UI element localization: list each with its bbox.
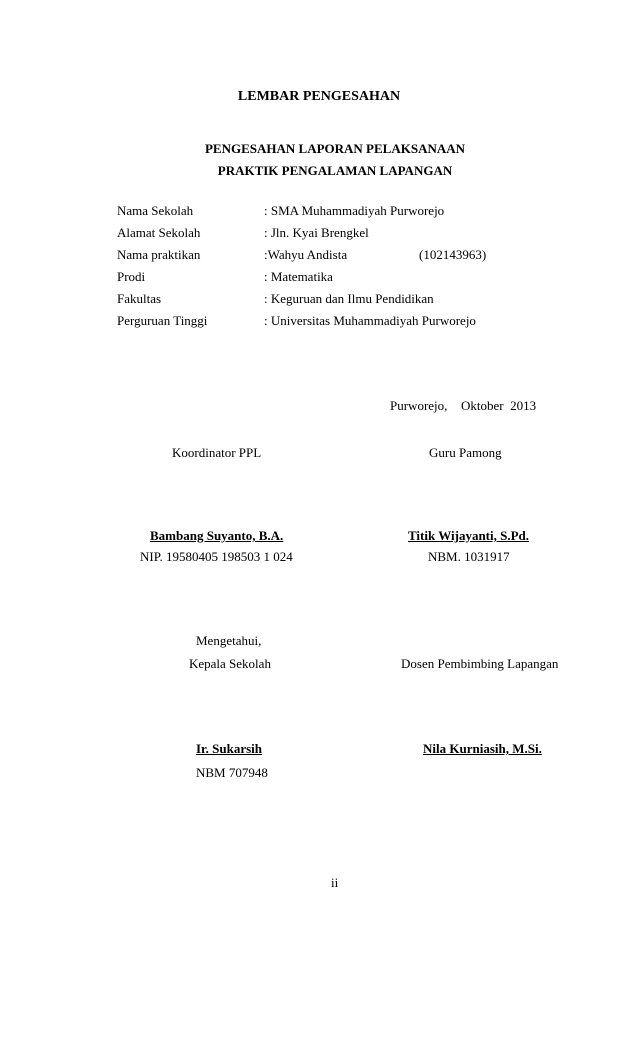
name-dosen-pembimbing: Nila Kurniasih, M.Si. [423, 741, 542, 756]
role-dosen-pembimbing: Dosen Pembimbing Lapangan [401, 656, 559, 671]
id-guru-pamong: NBM. 1031917 [428, 549, 510, 564]
mengetahui-label: Mengetahui, [196, 633, 262, 648]
info-label: Perguruan Tinggi [117, 313, 208, 328]
info-label: Nama Sekolah [117, 203, 194, 218]
info-value: : SMA Muhammadiyah Purworejo [264, 203, 445, 218]
info-row-fakultas [117, 291, 537, 311]
subtitle-line-1: PENGESAHAN LAPORAN PELAKSANAAN [204, 141, 466, 156]
info-value: :Wahyu Andista [264, 247, 348, 262]
name-guru-pamong: Titik Wijayanti, S.Pd. [408, 528, 530, 543]
info-value: : Universitas Muhammadiyah Purworejo [264, 313, 476, 328]
info-label: Alamat Sekolah [117, 225, 201, 240]
page-title: LEMBAR PENGESAHAN [237, 89, 401, 104]
info-row-prodi [117, 269, 537, 289]
role-koordinator: Koordinator PPL [172, 445, 262, 460]
info-value: : Matematika [264, 269, 333, 284]
info-row-nama-sekolah [117, 203, 537, 223]
info-row-perguruan-tinggi [117, 313, 537, 333]
name-kepala-sekolah: Ir. Sukarsih [196, 741, 262, 756]
role-kepala-sekolah: Kepala Sekolah [189, 656, 271, 671]
info-value: : Keguruan dan Ilmu Pendidikan [264, 291, 434, 306]
date-place: Purworejo, [390, 398, 448, 413]
name-koordinator: Bambang Suyanto, B.A. [150, 528, 284, 543]
info-label: Prodi [117, 269, 146, 284]
info-row-nama-praktikan [117, 247, 537, 267]
student-id: (102143963) [419, 247, 487, 262]
info-row-alamat-sekolah [117, 225, 537, 245]
date-month-year: Oktober 2013 [461, 398, 537, 413]
id-koordinator: NIP. 19580405 198503 1 024 [140, 549, 293, 564]
info-label: Fakultas [117, 291, 162, 306]
info-value: : Jln. Kyai Brengkel [264, 225, 369, 240]
info-label: Nama praktikan [117, 247, 201, 262]
page-number: ii [331, 875, 339, 890]
subtitle-line-2: PRAKTIK PENGALAMAN LAPANGAN [217, 163, 453, 178]
id-kepala-sekolah: NBM 707948 [196, 765, 268, 780]
role-guru-pamong: Guru Pamong [429, 445, 502, 460]
